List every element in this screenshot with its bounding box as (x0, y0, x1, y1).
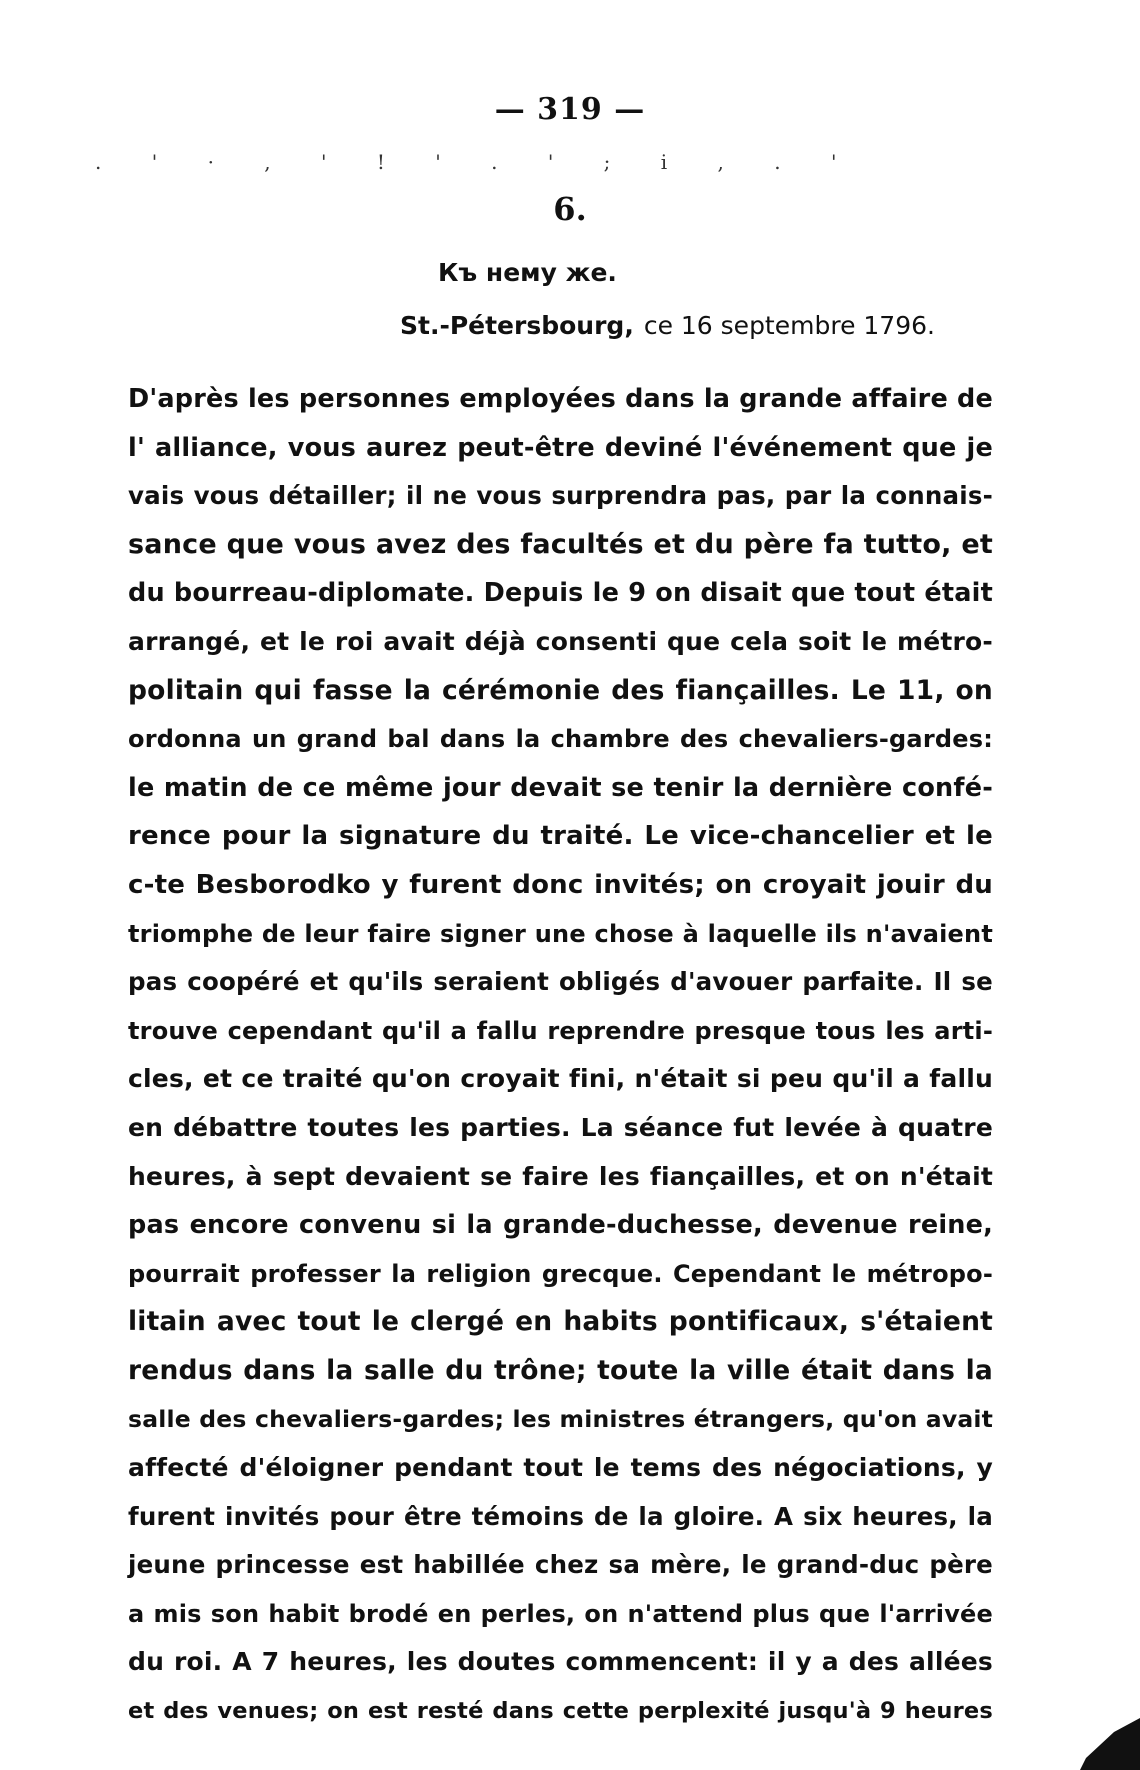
text-line: D'après les personnes employées dans la grande affaire de (128, 384, 993, 414)
text-line: du roi. A 7 heures, les doutes commencent: il y a des allées (128, 1647, 993, 1677)
scan-corner-mark (1080, 1718, 1140, 1770)
letter-date: ce 16 septembre 1796. (643, 311, 935, 340)
text-line: ordonna un grand bal dans la chambre des chevaliers-gardes: (128, 725, 993, 754)
letter-body (128, 375, 993, 1736)
text-line: a mis son habit brodé en perles, on n'attend plus que l'arrivée (128, 1599, 993, 1628)
letter-place: St.-Pétersbourg, (400, 311, 634, 340)
text-line: jeune princesse est habillée chez sa mère, le grand-duc père (128, 1550, 993, 1580)
text-line: l' alliance, vous aurez peut-être deviné l'événement que je (128, 432, 993, 463)
text-line: furent invités pour être témoins de la gloire. A six heures, la (128, 1501, 993, 1531)
text-line: et des venues; on est resté dans cette perplexité jusqu'à 9 heures (128, 1698, 993, 1725)
text-line: pourrait professer la religion grecque. Cependant le métropo- (128, 1259, 993, 1288)
page-number: — 319 — (494, 92, 646, 127)
text-line: en débattre toutes les parties. La séance fut levée à quatre (128, 1112, 993, 1142)
letter-number: 6. (553, 190, 587, 228)
text-line: du bourreau-diplomate. Depuis le 9 on disait que tout était (128, 578, 993, 609)
text-line: c-te Besborodko y furent donc invités; on croyait jouir du (128, 869, 993, 900)
text-line: triomphe de leur faire signer une chose à laquelle ils n'avaient (128, 919, 993, 948)
text-line: heures, à sept devaient se faire les fiançailles, et on n'était (128, 1161, 993, 1191)
text-line: affecté d'éloigner pendant tout le tems des négociations, y (128, 1453, 993, 1483)
text-line: politain qui fasse la cérémonie des fiançailles. Le 11, on (128, 674, 993, 706)
text-line: rence pour la signature du traité. Le vice-chancelier et le (128, 821, 993, 852)
text-line: rendus dans la salle du trône; toute la ville était dans la (128, 1354, 993, 1386)
text-line: salle des chevaliers-gardes; les ministres étrangers, qu'on avait (128, 1405, 994, 1434)
print-specks: . ' · , ' ! ' . ' ; i , . ' (95, 150, 859, 174)
text-line: cles, et ce traité qu'on croyait fini, n'était si peu qu'il a fallu (128, 1064, 993, 1094)
text-line: trouve cependant qu'il a fallu reprendre presque tous les arti- (128, 1016, 993, 1045)
letter-addressee: Къ нему же. (438, 258, 617, 287)
text-line: litain avec tout le clergé en habits pontificaux, s'étaient (128, 1306, 993, 1338)
text-line: sance que vous avez des facultés et du père fa tutto, et (128, 528, 993, 560)
text-line: vais vous détailler; il ne vous surprendra pas, par la connais- (128, 481, 993, 511)
letter-dateline (400, 311, 935, 340)
text-line: pas encore convenu si la grande-duchesse, devenue reine, (128, 1210, 993, 1241)
text-line: pas coopéré et qu'ils seraient obligés d'avouer parfaite. Il se (128, 967, 993, 997)
text-line: arrangé, et le roi avait déjà consenti que cela soit le métro- (128, 626, 993, 656)
text-line: le matin de ce même jour devait se tenir la dernière confé- (128, 772, 993, 803)
